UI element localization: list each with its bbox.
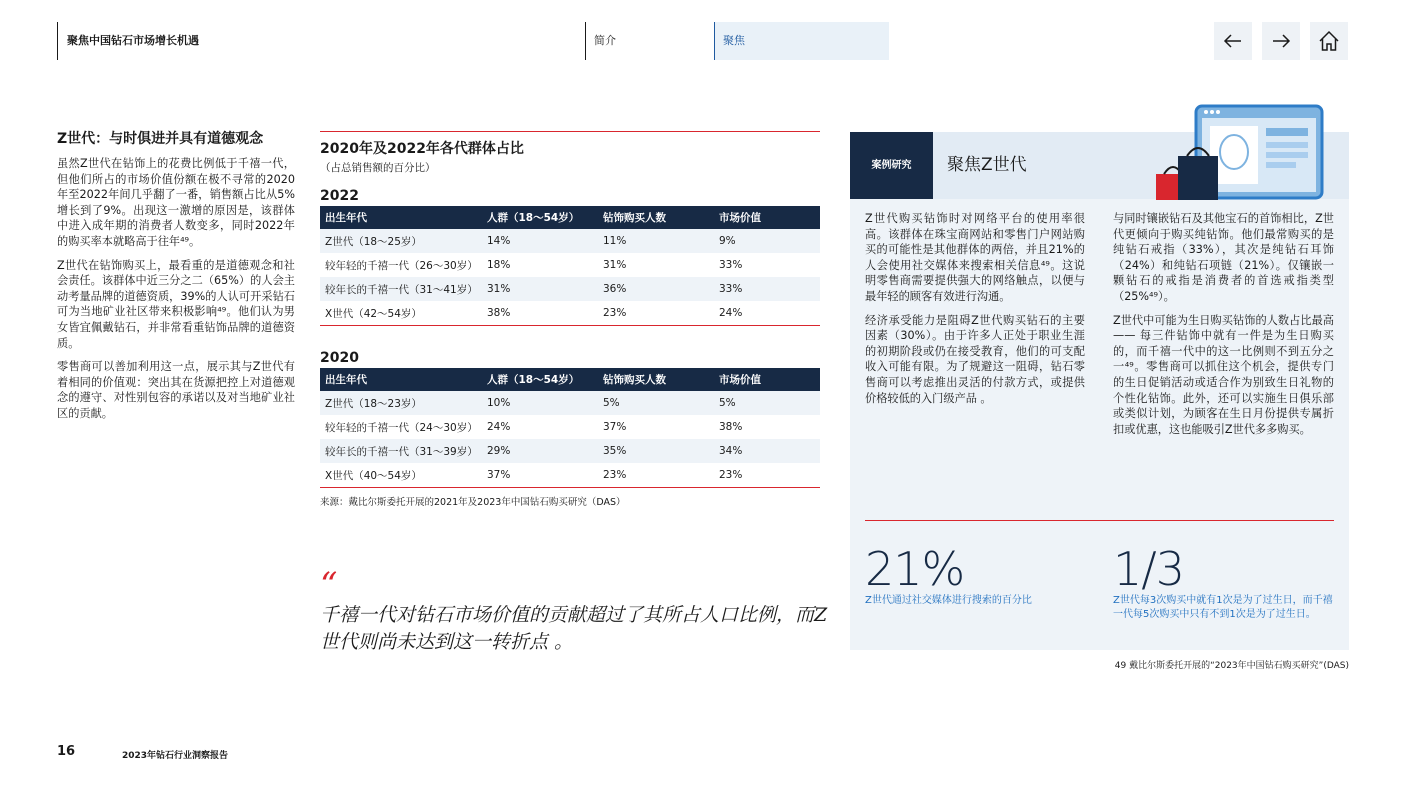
generation-share-tables <box>320 131 820 508</box>
table-2022 <box>320 206 820 326</box>
article-paragraph: 虽然Z世代在钻饰上的花费比例低于千禧一代，但他们所占的市场价值份额在极不寻常的2020年至2022年间几乎翻了一番，销售额占比从5%增长到了9%。出现这一激增的原因是，该群体中进入成年期的消费者人数变多，同时2022年的购买率本就略高于往年⁴⁹。 <box>57 157 295 248</box>
divider <box>320 131 820 132</box>
stat-description: Z世代通过社交媒体进行搜索的百分比 <box>865 595 1032 606</box>
page-number: 16 <box>57 744 76 759</box>
table-cell: 24% <box>714 301 820 326</box>
stat-block <box>865 544 1085 608</box>
case-study-title: 聚焦Z世代 <box>947 155 1027 175</box>
tables-subtitle: （占总销售额的百分比） <box>320 162 436 174</box>
table-cell: 31% <box>482 277 598 301</box>
table-cell: X世代（42～54岁） <box>320 301 482 326</box>
table-cell: 33% <box>714 253 820 277</box>
table-cell: 5% <box>714 391 820 415</box>
table-cell: 35% <box>598 439 714 463</box>
table-cell: 29% <box>482 439 598 463</box>
table-cell: Z世代（18～23岁） <box>320 391 482 415</box>
tab-intro[interactable]: 简介 <box>585 22 714 60</box>
case-study-paragraph: 经济承受能力是阻碍Z世代购买钻石的主要因素（30%）。由于许多人正处于职业生涯的初期阶段或仍在接受教育，他们的可支配收入可能有限。为了规避这一阻碍，钻石零售商可以考虑推出灵活的付款方式，或提供价格较低的入门级产品 。 <box>865 313 1085 405</box>
case-study-column-1 <box>865 211 1085 414</box>
stat-block <box>1113 544 1338 622</box>
arrow-right-icon <box>1270 30 1292 52</box>
stat-value: 1/3 <box>1113 542 1185 596</box>
table-cell: 较年长的千禧一代（31～41岁） <box>320 277 482 301</box>
table-cell: 23% <box>714 463 820 488</box>
column-header: 出生年代 <box>320 206 482 229</box>
table-cell: 38% <box>714 415 820 439</box>
article-heading: Z世代：与时俱进并具有道德观念 <box>57 131 264 147</box>
table-cell: 23% <box>598 301 714 326</box>
table-cell: 33% <box>714 277 820 301</box>
left-article <box>57 130 295 430</box>
table-row <box>320 277 820 301</box>
column-header: 市场价值 <box>714 368 820 391</box>
table-cell: 23% <box>598 463 714 488</box>
table-cell: 38% <box>482 301 598 326</box>
prev-page-button[interactable] <box>1214 22 1252 60</box>
column-header: 钻饰购买人数 <box>598 368 714 391</box>
tables-title: 2020年及2022年各代群体占比 <box>320 141 524 157</box>
table-cell: 较年轻的千禧一代（26～30岁） <box>320 253 482 277</box>
divider <box>865 520 1334 521</box>
table-row <box>320 439 820 463</box>
table-cell: 37% <box>598 415 714 439</box>
table-row <box>320 301 820 326</box>
table-cell: 5% <box>598 391 714 415</box>
article-paragraph: Z世代在钻饰购买上，最看重的是道德观念和社会责任。该群体中近三分之二（65%）的人会主动考量品牌的道德资质，39%的人认可开采钻石可为当地矿业社区带来积极影响⁴⁹。他们认为男女皆宜佩戴钻石，并非常看重钻饰品牌的道德资质。 <box>57 258 295 350</box>
quote-mark: “ <box>320 565 338 605</box>
case-study-label: 案例研究 <box>850 132 933 199</box>
table-cell: Z世代（18～25岁） <box>320 229 482 253</box>
table-row <box>320 253 820 277</box>
arrow-left-icon <box>1222 30 1244 52</box>
table-cell: 24% <box>482 415 598 439</box>
table-row <box>320 391 820 415</box>
table-cell: 36% <box>598 277 714 301</box>
table-cell: 14% <box>482 229 598 253</box>
column-header: 钻饰购买人数 <box>598 206 714 229</box>
table-cell: 31% <box>598 253 714 277</box>
table-row <box>320 463 820 488</box>
column-header: 市场价值 <box>714 206 820 229</box>
table-cell: 34% <box>714 439 820 463</box>
next-page-button[interactable] <box>1262 22 1300 60</box>
table-cell: X世代（40～54岁） <box>320 463 482 488</box>
year-label-2022: 2022 <box>320 188 359 204</box>
document-title: 聚焦中国钻石市场增长机遇 <box>57 22 199 60</box>
source-note: 来源：戴比尔斯委托开展的2021年及2023年中国钻石购买研究（DAS） <box>320 497 626 508</box>
year-label-2020: 2020 <box>320 350 359 366</box>
stat-description: Z世代每3次购买中就有1次是为了过生日，而千禧一代每5次购买中只有不到1次是为了过生日。 <box>1113 595 1333 620</box>
footnote: 49 戴比尔斯委托开展的“2023年中国钻石购买研究”(DAS) <box>1114 661 1349 671</box>
case-study-paragraph: 与同时镶嵌钻石及其他宝石的首饰相比，Z世代更倾向于购买纯钻饰。他们最常购买的是纯钻石戒指（33%），其次是纯钻石耳饰（24%）和纯钻石项链（21%）。仅镶嵌一颗钻石的戒指是消费者的首选戒指类型（25%⁴⁹）。 <box>1113 212 1334 303</box>
table-2020 <box>320 368 820 488</box>
table-cell: 10% <box>482 391 598 415</box>
home-button[interactable] <box>1310 22 1348 60</box>
home-icon <box>1317 29 1341 53</box>
tab-focus[interactable]: 聚焦 <box>714 22 889 60</box>
stat-value: 21% <box>865 542 965 596</box>
table-cell: 18% <box>482 253 598 277</box>
table-cell: 37% <box>482 463 598 488</box>
online-shopping-illustration <box>1150 104 1328 202</box>
column-header: 出生年代 <box>320 368 482 391</box>
case-study-paragraph: Z世代购买钻饰时对网络平台的使用率很高。该群体在珠宝商网站和零售门户网站购买的可能性是其他群体的两倍，并且21%的人会使用社交媒体来搜索相关信息⁴⁹。这说明零售商需要提供强大的网络触点，以便与最年轻的顾客有效进行沟通。 <box>865 212 1085 303</box>
case-study-paragraph: Z世代中可能为生日购买钻饰的人数占比最高 —— 每三件钻饰中就有一件是为生日购买的，而千禧一代中的这一比例则不到五分之一⁴⁹。零售商可以抓住这个机会，提供专门的生日促销活动或适合作为别致生日礼物的个性化钻饰。此外，还可以实施生日俱乐部或类似计划，为顾客在生日月份提供专属折扣或优惠，这也能吸引Z世代多多购买。 <box>1113 313 1334 436</box>
pull-quote: 千禧一代对钻石市场价值的贡献超过了其所占人口比例，而Z世代则尚未达到这一转折点 。 <box>320 604 828 653</box>
report-name: 2023年钻石行业洞察报告 <box>122 751 229 761</box>
table-cell: 11% <box>598 229 714 253</box>
table-cell: 较年长的千禧一代（31～39岁） <box>320 439 482 463</box>
column-header: 人群（18～54岁） <box>482 368 598 391</box>
table-row <box>320 415 820 439</box>
case-study-column-2 <box>1113 211 1334 445</box>
article-paragraph: 零售商可以善加利用这一点，展示其与Z世代有着相同的价值观：突出其在货源把控上对道德观念的遵守、对性别包容的承诺以及对当地矿业社区的贡献。 <box>57 360 295 420</box>
table-cell: 较年轻的千禧一代（24～30岁） <box>320 415 482 439</box>
table-row <box>320 229 820 253</box>
column-header: 人群（18～54岁） <box>482 206 598 229</box>
table-cell: 9% <box>714 229 820 253</box>
